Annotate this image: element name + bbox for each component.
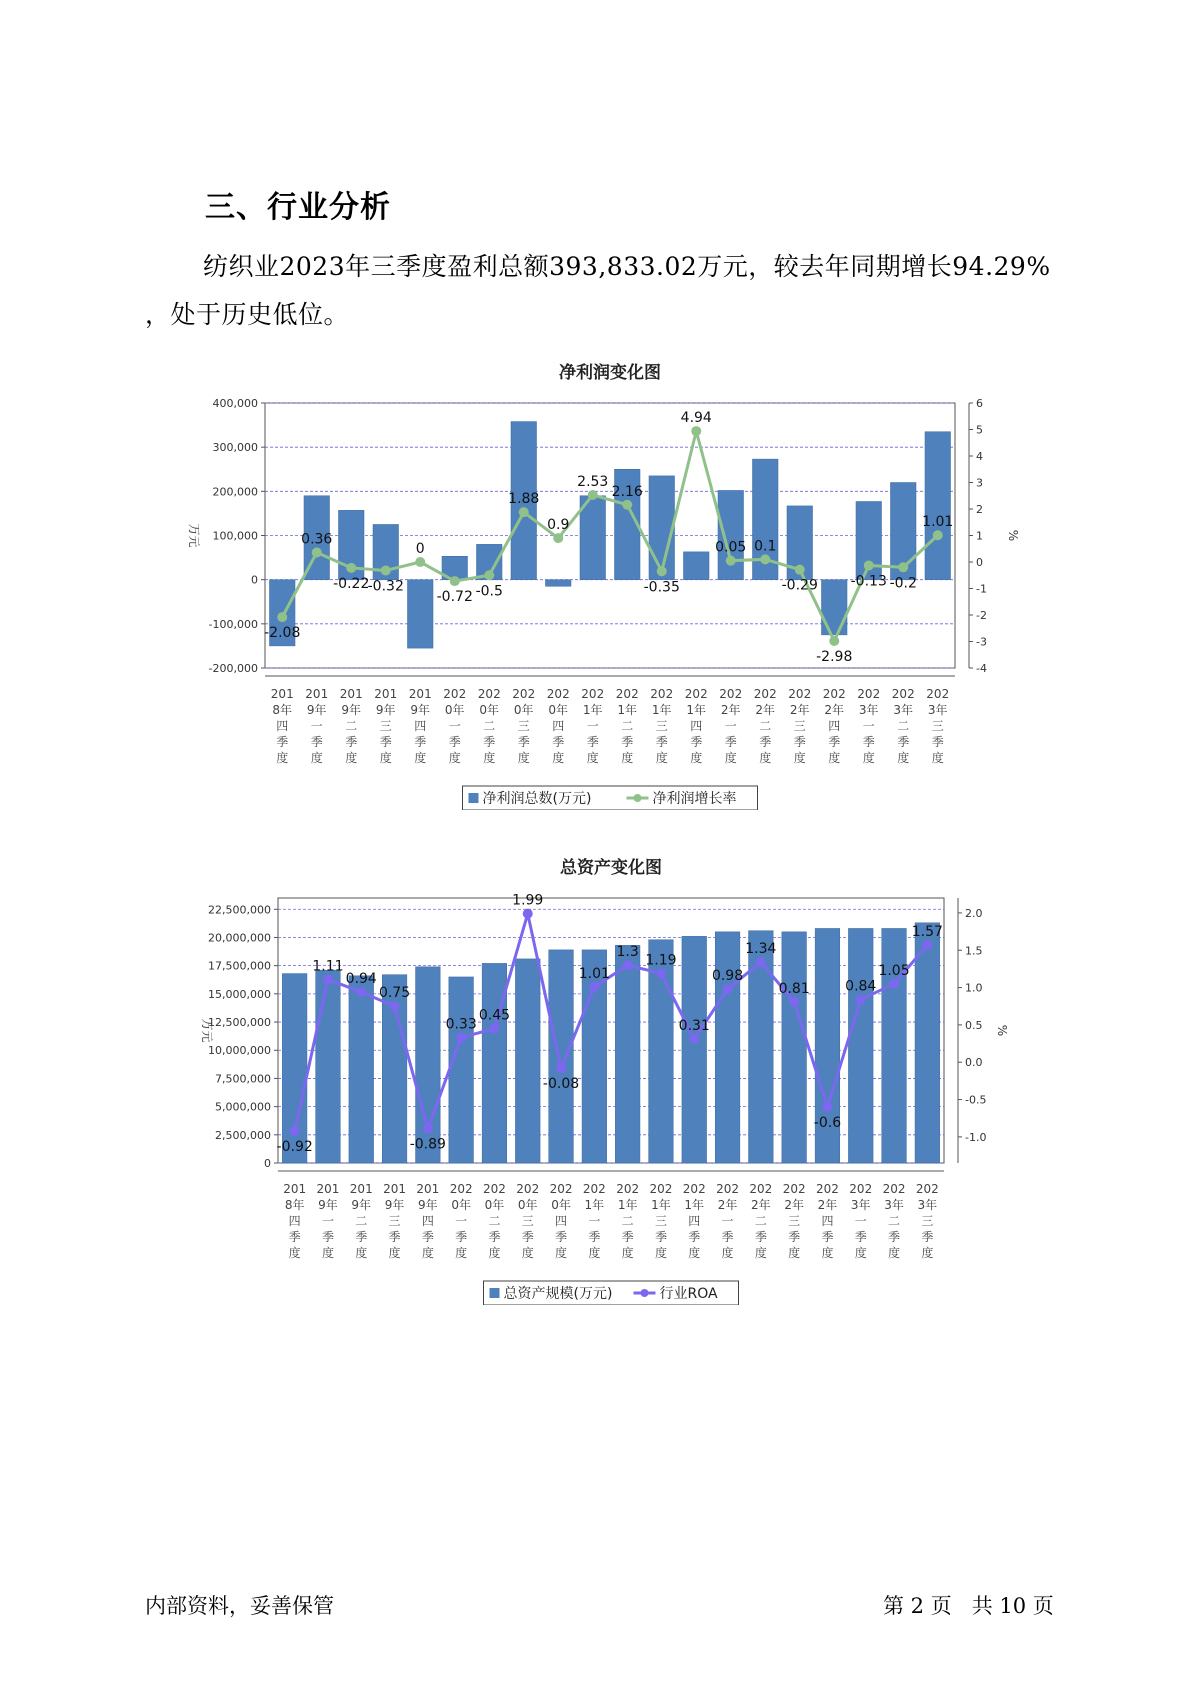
y-axis-title: 万元 [200,1018,214,1043]
line-point [898,562,908,572]
x-tick-label: 201 9年四季度 [408,687,432,765]
bar [407,580,433,648]
x-tick-label: 202 1年四季度 [682,1182,706,1260]
x-tick-label: 202 0年二季度 [482,1182,506,1260]
bar [925,432,951,580]
bar [482,963,507,1163]
data-label: -0.08 [542,1076,580,1093]
legend-bar-label: 总资产规模(万元) [503,1286,613,1302]
y2-tick-label: 3 [976,476,983,490]
line-point [922,940,932,950]
data-label: -0.5 [475,583,503,600]
data-label: -0.89 [409,1136,446,1153]
line-point [726,556,736,566]
legend-line-marker [634,794,642,802]
legend-line-label: 净利润增长率 [652,791,737,807]
y2-tick-label: 0.5 [965,1018,983,1032]
data-label: -0.22 [333,575,370,592]
y2-tick-label: 1.0 [965,981,983,995]
footer-page-number: 第 2 页 共 10 页 [883,1594,1054,1618]
data-label: 0.45 [478,1007,511,1024]
y-tick-label: 15,000,000 [208,987,271,1001]
legend-line-label: 行业ROA [659,1286,718,1302]
y-tick-label: 12,500,000 [208,1016,271,1030]
line-point [829,636,839,646]
bar [821,580,847,635]
line-point [589,982,599,992]
y2-tick-label: -0.5 [965,1093,987,1107]
line-point [390,1001,400,1011]
data-label: 1.57 [911,924,943,941]
legend-line-marker [641,1289,649,1297]
bar [683,552,709,580]
line-point [456,1033,466,1043]
data-label: 0.84 [845,978,877,995]
line-point [423,1124,433,1134]
y2-axis-title: % [1006,529,1020,542]
data-label: -0.35 [643,579,680,596]
x-tick-label: 202 1年二季度 [615,687,639,765]
data-label: 0.05 [715,539,747,556]
x-tick-label: 202 2年四季度 [815,1182,839,1260]
x-tick-label: 202 1年二季度 [616,1182,640,1260]
x-tick-label: 202 3年二季度 [882,1182,906,1260]
line-point [277,612,287,622]
data-label: 1.01 [922,514,954,531]
data-label: 0.98 [711,968,744,985]
data-label: 4.94 [680,410,712,427]
y-tick-label: 22,500,000 [208,903,271,917]
legend-bar-swatch [469,793,479,803]
y-tick-label: 5,000,000 [215,1100,271,1114]
summary-paragraph: 纺织业2023年三季度盈利总额393,833.02万元，较去年同期增长94.29% ，处于历史低位。 [145,252,1051,329]
x-tick-label: 202 2年一季度 [719,687,743,765]
section-heading: 三、行业分析 [205,190,391,225]
line-point [822,1102,832,1112]
data-label: 1.05 [878,962,910,979]
line-point [290,1126,300,1136]
line-point [553,533,563,543]
bar [848,928,873,1163]
x-tick-label: 202 0年四季度 [549,1182,573,1260]
y-tick-label: 300,000 [212,441,258,455]
y-tick-label: 0 [251,573,258,587]
data-label: 2.16 [611,483,643,500]
x-tick-label: 202 3年三季度 [926,687,950,765]
data-label: -0.72 [436,589,473,606]
line-point [556,1063,566,1073]
x-tick-label: 201 9年三季度 [383,1182,407,1260]
line-point [489,1024,499,1034]
x-tick-label: 202 2年二季度 [753,687,777,765]
y2-tick-label: 0.0 [965,1056,983,1070]
x-tick-label: 201 9年一季度 [305,687,329,765]
line-point [623,960,633,970]
legend-bar-label: 净利润总数(万元) [482,791,592,807]
bar [515,959,540,1163]
line-point [450,576,460,586]
line-point [588,490,598,500]
line-point [656,968,666,978]
x-tick-label: 202 1年三季度 [649,1182,673,1260]
x-tick-label: 202 2年四季度 [822,687,846,765]
y2-axis-title: % [995,1024,1009,1037]
data-label: -0.2 [889,575,917,592]
data-label: 0.36 [301,531,333,548]
line-point [756,957,766,967]
line-point [381,565,391,575]
line-point [346,563,356,573]
bar [449,977,474,1163]
x-tick-label: 202 2年三季度 [788,687,812,765]
data-label: -0.32 [367,578,404,595]
line-point [795,565,805,575]
line-point [691,426,701,436]
x-tick-label: 202 1年一季度 [581,687,605,765]
x-tick-label: 202 2年三季度 [782,1182,806,1260]
total-assets-chart [0,855,1191,1305]
y2-tick-label: -1 [976,582,987,596]
y2-tick-label: 1 [976,529,983,543]
y2-tick-label: 5 [976,423,983,437]
line-point [933,530,943,540]
line-point [415,557,425,567]
legend-bar-swatch [490,1288,500,1298]
x-tick-label: 202 1年一季度 [582,1182,606,1260]
net-profit-chart [0,360,1191,810]
y-tick-label: 20,000,000 [208,931,271,945]
data-label: -0.29 [781,577,818,594]
line-point [622,500,632,510]
x-tick-label: 202 0年四季度 [546,687,570,765]
data-label: -2.08 [264,625,301,642]
y-tick-label: 200,000 [212,485,258,499]
data-label: -0.13 [850,573,887,590]
chart-legend [463,786,758,810]
line-point [356,987,366,997]
data-label: 1.3 [616,944,639,961]
data-label: 0 [415,541,425,557]
x-tick-label: 202 3年二季度 [891,687,915,765]
data-label: 1.99 [512,892,544,909]
bar [718,490,744,579]
data-label: 1.34 [745,941,777,958]
y2-tick-label: 2.0 [965,906,983,920]
y2-tick-label: 0 [976,556,983,569]
chart-title: 净利润变化图 [559,363,661,383]
bar [682,936,707,1163]
bar [549,950,574,1163]
y2-tick-label: -2 [976,609,987,622]
data-label: 0.1 [754,538,777,555]
line-point [312,547,322,557]
bar [782,932,807,1163]
line-point [689,1034,699,1044]
data-label: -2.98 [816,648,853,665]
bar [316,970,341,1163]
y-tick-label: 10,000,000 [208,1044,271,1058]
line-point [323,974,333,984]
data-label: -0.92 [276,1138,313,1155]
x-tick-label: 202 3年三季度 [915,1182,939,1260]
y2-tick-label: 1.5 [965,944,983,958]
x-tick-label: 201 9年四季度 [416,1182,440,1260]
x-tick-label: 201 8年四季度 [283,1182,307,1260]
data-label: 0.31 [678,1018,710,1035]
y-tick-label: 100,000 [212,529,258,543]
x-tick-label: 202 2年二季度 [749,1182,773,1260]
y-tick-label: -200,000 [208,662,258,675]
x-tick-label: 202 0年二季度 [477,687,501,765]
data-label: 0.81 [778,980,810,997]
y-tick-label: 7,500,000 [215,1072,271,1086]
line-point [484,570,494,580]
x-tick-label: 202 0年三季度 [512,687,536,765]
data-label: -0.6 [813,1115,842,1132]
line-point [723,984,733,994]
line-point [789,997,799,1007]
x-tick-label: 202 1年三季度 [650,687,674,765]
data-label: 0.9 [547,517,570,534]
y2-tick-label: 2 [976,503,983,516]
line-point [889,979,899,989]
y2-tick-label: -1.0 [965,1130,987,1144]
data-label: 1.88 [508,491,540,508]
y-tick-label: -100,000 [208,617,258,631]
y-tick-label: 400,000 [212,397,258,410]
data-label: 2.53 [577,473,609,490]
data-label: 1.01 [578,965,610,982]
y-axis-title: 万元 [187,523,201,548]
chart-title: 总资产变化图 [560,858,662,878]
line-point [523,909,533,919]
y2-tick-label: 6 [976,397,983,410]
bar [545,580,571,587]
x-tick-label: 202 0年一季度 [449,1182,473,1260]
x-tick-label: 202 0年一季度 [443,687,467,765]
x-tick-label: 202 3年一季度 [849,1182,873,1260]
data-label: 0.33 [445,1016,477,1033]
x-tick-label: 201 9年一季度 [316,1182,340,1260]
line-point [856,995,866,1005]
y-tick-label: 17,500,000 [208,959,271,973]
footer-confidential-note: 内部资料，妥善保管 [145,1594,334,1618]
y-tick-label: 0 [264,1157,271,1170]
line-point [864,560,874,570]
y-tick-label: 2,500,000 [215,1128,271,1142]
bar [615,945,640,1163]
x-tick-label: 201 9年二季度 [349,1182,373,1260]
x-tick-label: 201 9年二季度 [339,687,363,765]
data-label: 1.19 [645,952,677,969]
y2-tick-label: -4 [976,662,987,675]
y2-tick-label: -3 [976,635,987,649]
line-point [519,507,529,517]
bar [915,923,940,1163]
line-point [760,554,770,564]
x-tick-label: 202 3年一季度 [857,687,881,765]
x-tick-label: 201 8年四季度 [270,687,294,765]
x-tick-label: 201 9年三季度 [374,687,398,765]
data-label: 0.75 [378,985,411,1002]
data-label: 0.94 [345,971,377,988]
bar [649,476,675,580]
bar [715,932,740,1163]
x-tick-label: 202 2年一季度 [716,1182,740,1260]
bar [349,976,374,1163]
x-tick-label: 202 0年三季度 [516,1182,540,1260]
chart-legend [484,1281,739,1305]
line-point [657,566,667,576]
data-label: 1.11 [312,958,344,975]
y2-tick-label: 4 [976,450,983,463]
x-tick-label: 202 1年四季度 [684,687,708,765]
